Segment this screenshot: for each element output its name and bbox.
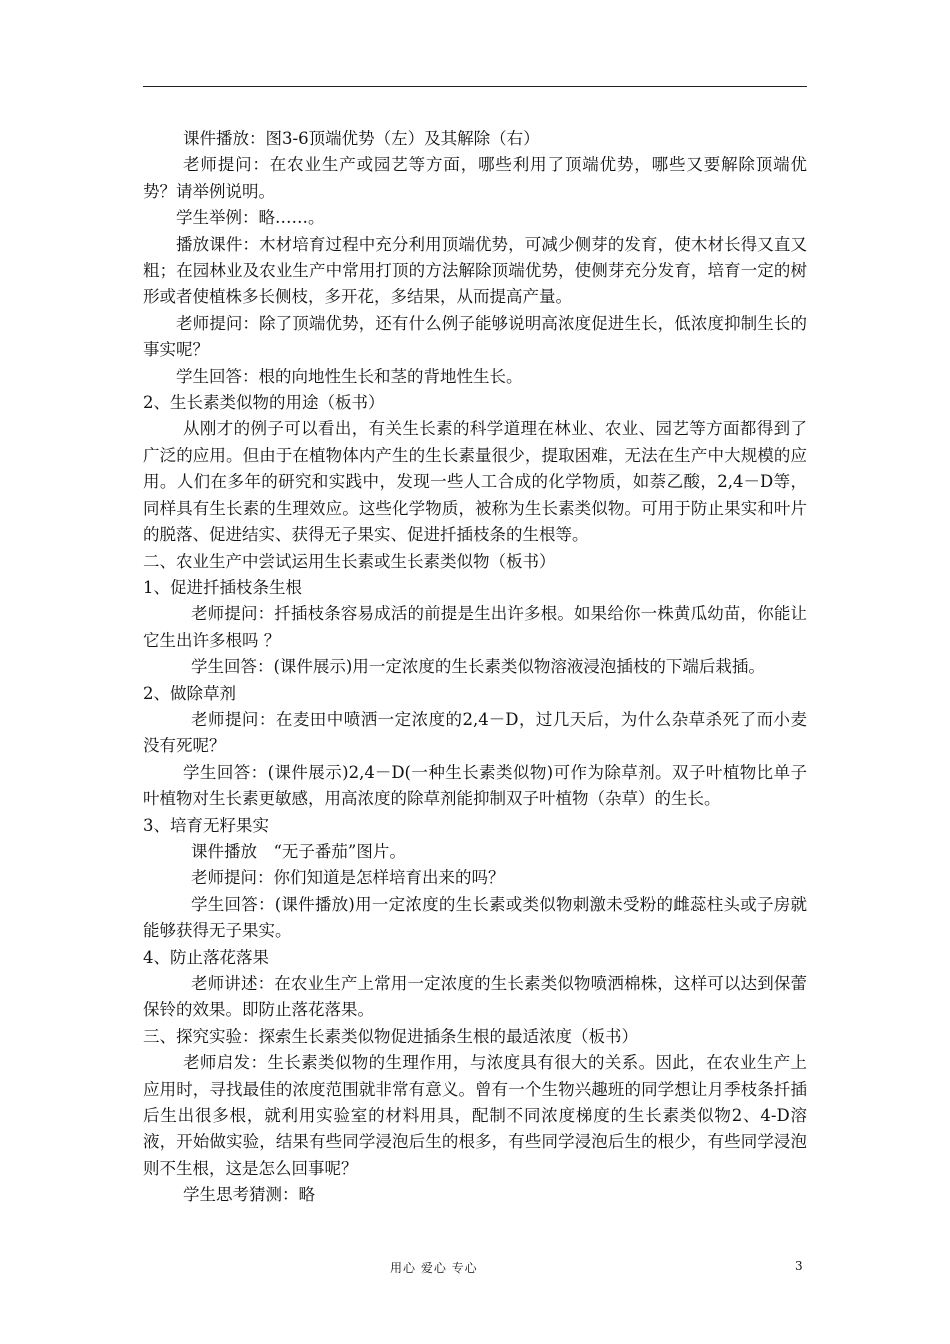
paragraph: 老师提问：在麦田中喷洒一定浓度的2,4－D，过几天后，为什么杂草杀死了而小麦没有死呢？ <box>143 709 807 756</box>
paragraph: 老师讲述：在农业生产上常用一定浓度的生长素类似物喷洒棉株，这样可以达到保蕾保铃的效果。即防止落花落果。 <box>143 974 807 1020</box>
paragraph: 学生回答：(课件播放)用一定浓度的生长素或类似物刺激未受粉的雌蕊柱头或子房就能够获得无子果实。 <box>143 894 807 941</box>
document-body <box>143 126 807 1209</box>
paragraph: 2、做除草剂 <box>143 683 236 703</box>
footer-text: 用心 爱心 专心 <box>390 1261 478 1275</box>
paragraph: 二、农业生产中尝试运用生长素或生长素类似物（板书） <box>143 551 556 571</box>
paragraph: 4、防止落花落果 <box>143 947 269 967</box>
paragraph: 三、探究实验：探索生长素类似物促进插条生根的最适浓度（板书） <box>143 1026 638 1046</box>
paragraph: 老师启发：生长素类似物的生理作用，与浓度具有很大的关系。因此，在农业生产上应用时，寻找最佳的浓度范围就非常有意义。曾有一个生物兴趣班的同学想让月季枝条扦插后生出很多根，就利用实验室的材料用具，配制不同浓度梯度的生长素类似物2、4-D溶液，开始做实验，结果有些同学浸泡后生的根多，有些同学浸泡后生的根少，有些同学浸泡则不生根，这是怎么回事呢？ <box>143 1053 807 1178</box>
paragraph: 2、生长素类似物的用途（板书） <box>143 393 385 413</box>
paragraph: 播放课件：木材培育过程中充分利用顶端优势，可减少侧芽的发育，使木材长得又直又粗；在园林业及农业生产中常用打顶的方法解除顶端优势，使侧芽充分发育，培育一定的树形或者使植株多长侧枝，多开花，多结果，从而提高产量。 <box>143 234 807 307</box>
paragraph: 老师提问：在农业生产或园艺等方面，哪些利用了顶端优势，哪些又要解除顶端优势？请举例说明。 <box>143 155 807 201</box>
paragraph: 老师提问：扦插枝条容易成活的前提是生出许多根。如果给你一株黄瓜幼苗，你能让它生出许多根吗 ？ <box>143 604 807 650</box>
paragraph: 课件播放：图3-6顶端优势（左）及其解除（右） <box>183 129 540 148</box>
paragraph: 学生回答：(课件展示)用一定浓度的生长素类似物溶液浸泡插枝的下端后栽插。 <box>191 657 765 677</box>
paragraph: 老师提问：除了顶端优势，还有什么例子能够说明高浓度促进生长，低浓度抑制生长的事实呢？ <box>143 313 807 360</box>
paragraph: 学生举例：略……。 <box>176 208 325 228</box>
paragraph: 从刚才的例子可以看出，有关生长素的科学道理在林业、农业、园艺等方面都得到了广泛的应用。但由于在植物体内产生的生长素量很少，提取困难，无法在生产中大规模的应用。人们在多年的研究和实践中，发现一些人工合成的化学物质，如萘乙酸，2,4－D等，同样具有生长素的生理效应。这些化学物质，被称为生长素类似物。可用于防止果实和叶片的脱落、促进结实、获得无子果实、促进扦插枝条的生根等。 <box>143 419 807 545</box>
page-number: 3 <box>795 1259 803 1273</box>
paragraph: 老师提问：你们知道是怎样培育出来的吗？ <box>191 868 505 888</box>
paragraph: 学生思考猜测：略 <box>183 1185 315 1205</box>
header-rule <box>143 86 807 87</box>
paragraph: 1、促进扦插枝条生根 <box>143 577 302 597</box>
paragraph: 学生回答：(课件展示)2,4－D(一种生长素类似物)可作为除草剂。双子叶植物比单子叶植物对生长素更敏感，用高浓度的除草剂能抑制双子叶植物（杂草）的生长。 <box>143 762 807 809</box>
paragraph: 3、培育无籽果实 <box>143 815 269 835</box>
paragraph: 课件播放 “无子番茄”图片。 <box>191 841 406 861</box>
paragraph: 学生回答：根的向地性生长和茎的背地性生长。 <box>176 366 523 386</box>
